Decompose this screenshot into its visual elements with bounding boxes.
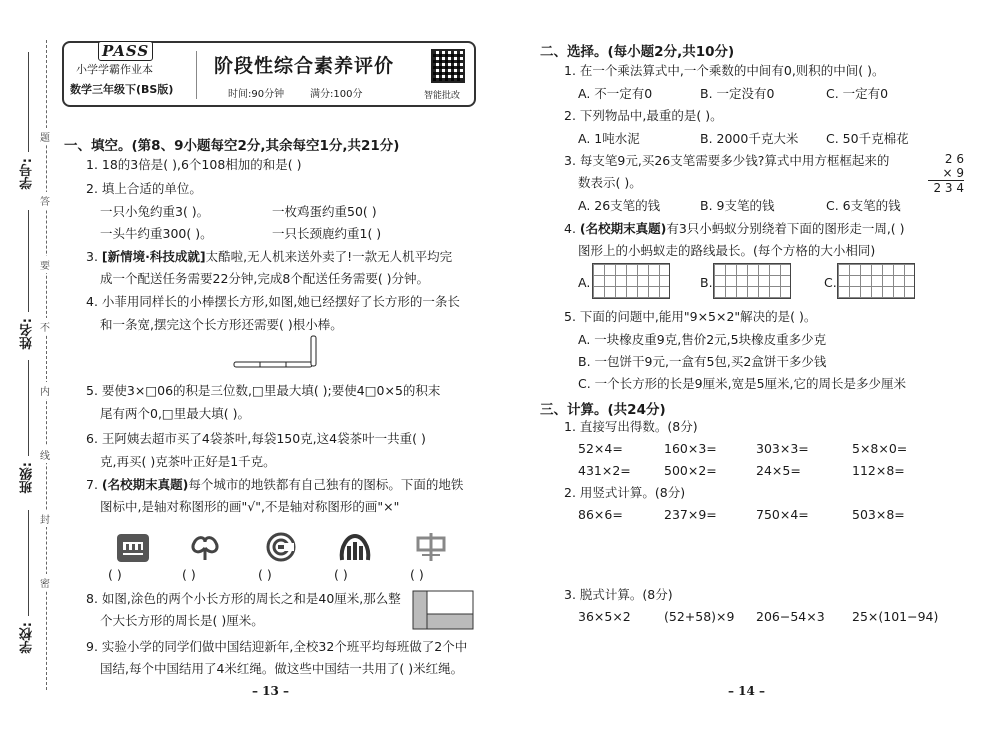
class-field[interactable] <box>28 360 29 456</box>
calc-item[interactable]: 303×3= <box>756 441 809 456</box>
subway-logo-4-icon <box>338 532 372 562</box>
calc-item[interactable]: 86×6= <box>578 507 623 522</box>
question-2a: 一只小兔约重3( )。 <box>100 204 210 219</box>
calc-item[interactable]: 24×5= <box>756 463 801 478</box>
question-8-line2: 个大长方形的周长是( )厘米。 <box>100 613 264 628</box>
choice-5-option-c[interactable]: C. 一个长方形的长是9厘米,宽是5厘米,它的周长是多少厘米 <box>578 376 907 391</box>
binding-char: 密 <box>40 574 50 591</box>
grid-figure-c <box>837 263 915 299</box>
question-number: 7. <box>86 477 98 492</box>
subway-logo-2-icon <box>188 532 222 562</box>
question-4-line1: 4. 小菲用同样长的小棒摆长方形,如图,她已经摆好了长方形的一条长 <box>86 294 460 309</box>
school-label: 学校: <box>20 622 35 654</box>
choice-2-option-b[interactable]: B. 2000千克大米 <box>700 131 799 146</box>
section-calculation: 三、计算。(共24分) <box>540 402 666 418</box>
qr-label: 智能批改 <box>424 91 461 101</box>
binding-char: 内 <box>40 382 50 399</box>
brand-logo: PASS <box>98 41 153 61</box>
question-3-line1 <box>86 248 452 266</box>
answer-paren[interactable]: ( ) <box>258 567 272 582</box>
question-9-line2: 国结,每个中国结用了4米红绳。做这些中国结一共用了( )米红绳。 <box>100 661 464 676</box>
grade-label: 数学三年级下(BS版) <box>70 83 174 96</box>
question-9-line1: 9. 实验小学的同学们做中国结迎新年,全校32个班平均每班做了2个中 <box>86 639 468 654</box>
page-number-left: – 13 – <box>252 684 290 698</box>
qr-code-icon[interactable] <box>431 49 465 83</box>
choice-4-option-c[interactable]: C. <box>824 275 837 290</box>
calc-item[interactable]: 5×8×0= <box>852 441 908 456</box>
choice-2-option-a[interactable]: A. 1吨水泥 <box>578 131 640 146</box>
vertical-multiplication <box>928 152 964 195</box>
rectangle-figure <box>412 590 474 630</box>
choice-5-option-b[interactable]: B. 一包饼干9元,一盒有5包,买2盒饼干多少钱 <box>578 354 827 369</box>
vertical-line-1: 2 6 <box>944 152 964 166</box>
question-text: 有3只小蚂蚁分别绕着下面的图形走一周,( ) <box>666 221 905 236</box>
choice-4-option-b[interactable]: B. <box>700 275 713 290</box>
full-score: 满分:100分 <box>310 89 363 100</box>
question-2d: 一只长颈鹿约重1( ) <box>272 226 382 241</box>
calc-3-title: 3. 脱式计算。(8分) <box>564 587 673 602</box>
choice-3-option-c[interactable]: C. 6支笔的钱 <box>826 198 901 213</box>
question-2b: 一枚鸡蛋约重50( ) <box>272 204 377 219</box>
calc-item[interactable]: 112×8= <box>852 463 905 478</box>
question-number: 4. <box>564 221 576 236</box>
choice-1-option-b[interactable]: B. 一定没有0 <box>700 86 775 101</box>
calc-item[interactable]: 206−54×3 <box>756 609 825 624</box>
grid-figure-b <box>713 263 791 299</box>
question-2c: 一头牛约重300( )。 <box>100 226 213 241</box>
subway-logo-5-icon <box>414 532 448 562</box>
choice-1-option-c[interactable]: C. 一定有0 <box>826 86 889 101</box>
binding-char: 要 <box>40 256 50 273</box>
question-tag: (名校期末真题) <box>101 477 189 492</box>
subway-logo-1-icon <box>116 533 150 563</box>
calc-item[interactable]: 237×9= <box>664 507 717 522</box>
choice-4-option-a[interactable]: A. <box>578 275 591 290</box>
school-field[interactable] <box>28 510 29 616</box>
name-field[interactable] <box>28 210 29 312</box>
header-divider <box>196 51 197 99</box>
question-text: 太酷啦,无人机来送外卖了!一款无人机平均完 <box>205 249 453 264</box>
question-text: 每个城市的地铁都有自己独有的图标。下面的地铁 <box>188 477 464 492</box>
series-name: 小学学霸作业本 <box>76 63 153 76</box>
calc-2-title: 2. 用竖式计算。(8分) <box>564 485 686 500</box>
page-number-right: – 14 – <box>728 684 766 698</box>
page-title: 阶段性综合素养评价 <box>214 55 395 77</box>
binding-char: 封 <box>40 510 50 527</box>
question-5-line2: 尾有两个0,□里最大填( )。 <box>100 406 250 421</box>
question-3-line2: 成一个配送任务需要22分钟,完成8个配送任务需要( )分钟。 <box>100 271 430 286</box>
binding-char: 线 <box>40 446 50 463</box>
binding-char: 不 <box>40 318 50 335</box>
calc-item[interactable]: 503×8= <box>852 507 905 522</box>
answer-paren[interactable]: ( ) <box>108 567 122 582</box>
question-number: 3. <box>86 249 98 264</box>
choice-5: 5. 下面的问题中,能用"9×5×2"解决的是( )。 <box>564 309 817 324</box>
answer-paren[interactable]: ( ) <box>334 567 348 582</box>
binding-char: 题 <box>40 128 50 145</box>
calc-item[interactable]: 25×(101−94) <box>852 609 939 624</box>
question-8-line1: 8. 如图,涂色的两个小长方形的周长之和是40厘米,那么整 <box>86 591 401 606</box>
choice-3-option-b[interactable]: B. 9支笔的钱 <box>700 198 775 213</box>
choice-3-option-a[interactable]: A. 26支笔的钱 <box>578 198 661 213</box>
vertical-line-2: × 9 <box>928 166 964 181</box>
calc-item[interactable]: 160×3= <box>664 441 717 456</box>
question-6-line2: 克,再买( )克茶叶正好是1千克。 <box>100 454 276 469</box>
grid-figure-a <box>592 263 670 299</box>
student-id-field[interactable] <box>28 52 29 152</box>
choice-3-line2: 数表示( )。 <box>578 175 642 190</box>
sticks-figure <box>232 334 322 370</box>
choice-5-option-a[interactable]: A. 一块橡皮重9克,售价2元,5块橡皮重多少克 <box>578 332 827 347</box>
choice-1-option-a[interactable]: A. 不一定有0 <box>578 86 653 101</box>
class-label: 班级: <box>20 462 35 494</box>
section-fill-blank: 一、填空。(第8、9小题每空2分,其余每空1分,共21分) <box>64 138 400 154</box>
subway-logo-3-icon <box>264 532 298 562</box>
choice-1: 1. 在一个乘法算式中,一个乘数的中间有0,则积的中间( )。 <box>564 63 885 78</box>
student-id-label: 学号: <box>20 158 35 190</box>
question-tag: [新情境·科技成就] <box>101 249 206 264</box>
question-tag: (名校期末真题) <box>579 221 667 236</box>
calc-item[interactable]: 500×2= <box>664 463 717 478</box>
exam-header <box>62 41 476 107</box>
choice-2-option-c[interactable]: C. 50千克棉花 <box>826 131 909 146</box>
question-7-line1 <box>86 476 463 494</box>
question-1: 1. 18的3倍是( ),6个108相加的和是( ) <box>86 157 302 172</box>
question-7-line2: 图标中,是轴对称图形的画"√",不是轴对称图形的画"×" <box>100 499 400 514</box>
answer-paren[interactable]: ( ) <box>410 567 424 582</box>
question-4-line2: 和一条宽,摆完这个长方形还需要( )根小棒。 <box>100 317 343 332</box>
calc-item[interactable]: 52×4= <box>578 441 623 456</box>
choice-4-line1 <box>564 220 905 238</box>
choice-4-line2: 图形上的小蚂蚁走的路线最长。(每个方格的大小相同) <box>578 243 876 258</box>
question-5-line1: 5. 要使3×□06的积是三位数,□里最大填( );要使4□0×5的积末 <box>86 383 441 398</box>
choice-3-line1: 3. 每支笔9元,买26支笔需要多少钱?算式中用方框框起来的 <box>564 153 890 168</box>
question-2: 2. 填上合适的单位。 <box>86 181 202 196</box>
binding-char: 答 <box>40 192 50 209</box>
vertical-line-3: 2 3 4 <box>933 181 964 195</box>
time-limit: 时间:90分钟 <box>228 89 285 100</box>
calc-item[interactable]: 431×2= <box>578 463 631 478</box>
calc-item[interactable]: 750×4= <box>756 507 809 522</box>
answer-paren[interactable]: ( ) <box>182 567 196 582</box>
choice-2: 2. 下列物品中,最重的是( )。 <box>564 108 723 123</box>
section-choice: 二、选择。(每小题2分,共10分) <box>540 44 735 60</box>
calc-item[interactable]: (52+58)×9 <box>664 609 735 624</box>
calc-item[interactable]: 36×5×2 <box>578 609 631 624</box>
question-6-line1: 6. 王阿姨去超市买了4袋茶叶,每袋150克,这4袋茶叶一共重( ) <box>86 431 426 446</box>
calc-1-title: 1. 直接写出得数。(8分) <box>564 419 698 434</box>
name-label: 姓名: <box>20 318 35 350</box>
